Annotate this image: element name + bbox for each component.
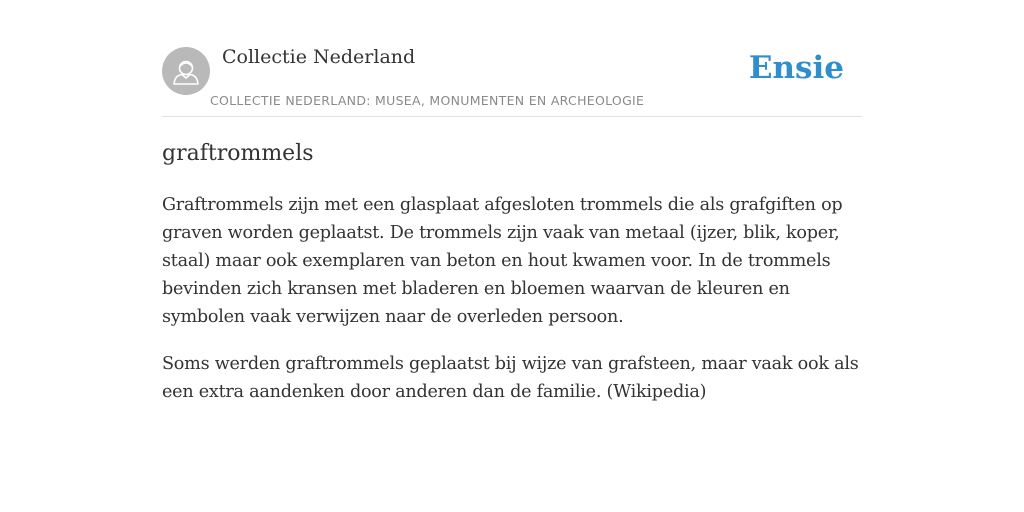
entry-content [162,137,864,425]
entry-paragraph: Soms werden graftrommels geplaatst bij wijze van grafsteen, maar vaak ook als een extra aandenken door anderen dan de familie. (Wikipedia) [162,354,859,402]
entry-paragraph: Graftrommels zijn met een glasplaat afgesloten trommels die als grafgiften op graven worden geplaatst. De trommels zijn vaak van metaal (ijzer, blik, koper, staal) maar ook exemplaren van beton en hout kwamen voor. In de trommels bevinden zich kransen met bladeren en bloemen waarvan de kleuren en symbolen vaak verwijzen naar de overleden persoon. [162,195,843,327]
entry-header [162,40,862,117]
author-name[interactable]: Collectie Nederland [222,46,416,68]
user-silhouette-icon [162,47,210,95]
avatar[interactable] [162,47,210,95]
brand-logo[interactable]: Ensie [748,50,844,86]
source-subtitle[interactable]: COLLECTIE NEDERLAND: MUSEA, MONUMENTEN EN ARCHEOLOGIE [210,93,645,108]
entry-title: graftrommels [162,141,314,166]
